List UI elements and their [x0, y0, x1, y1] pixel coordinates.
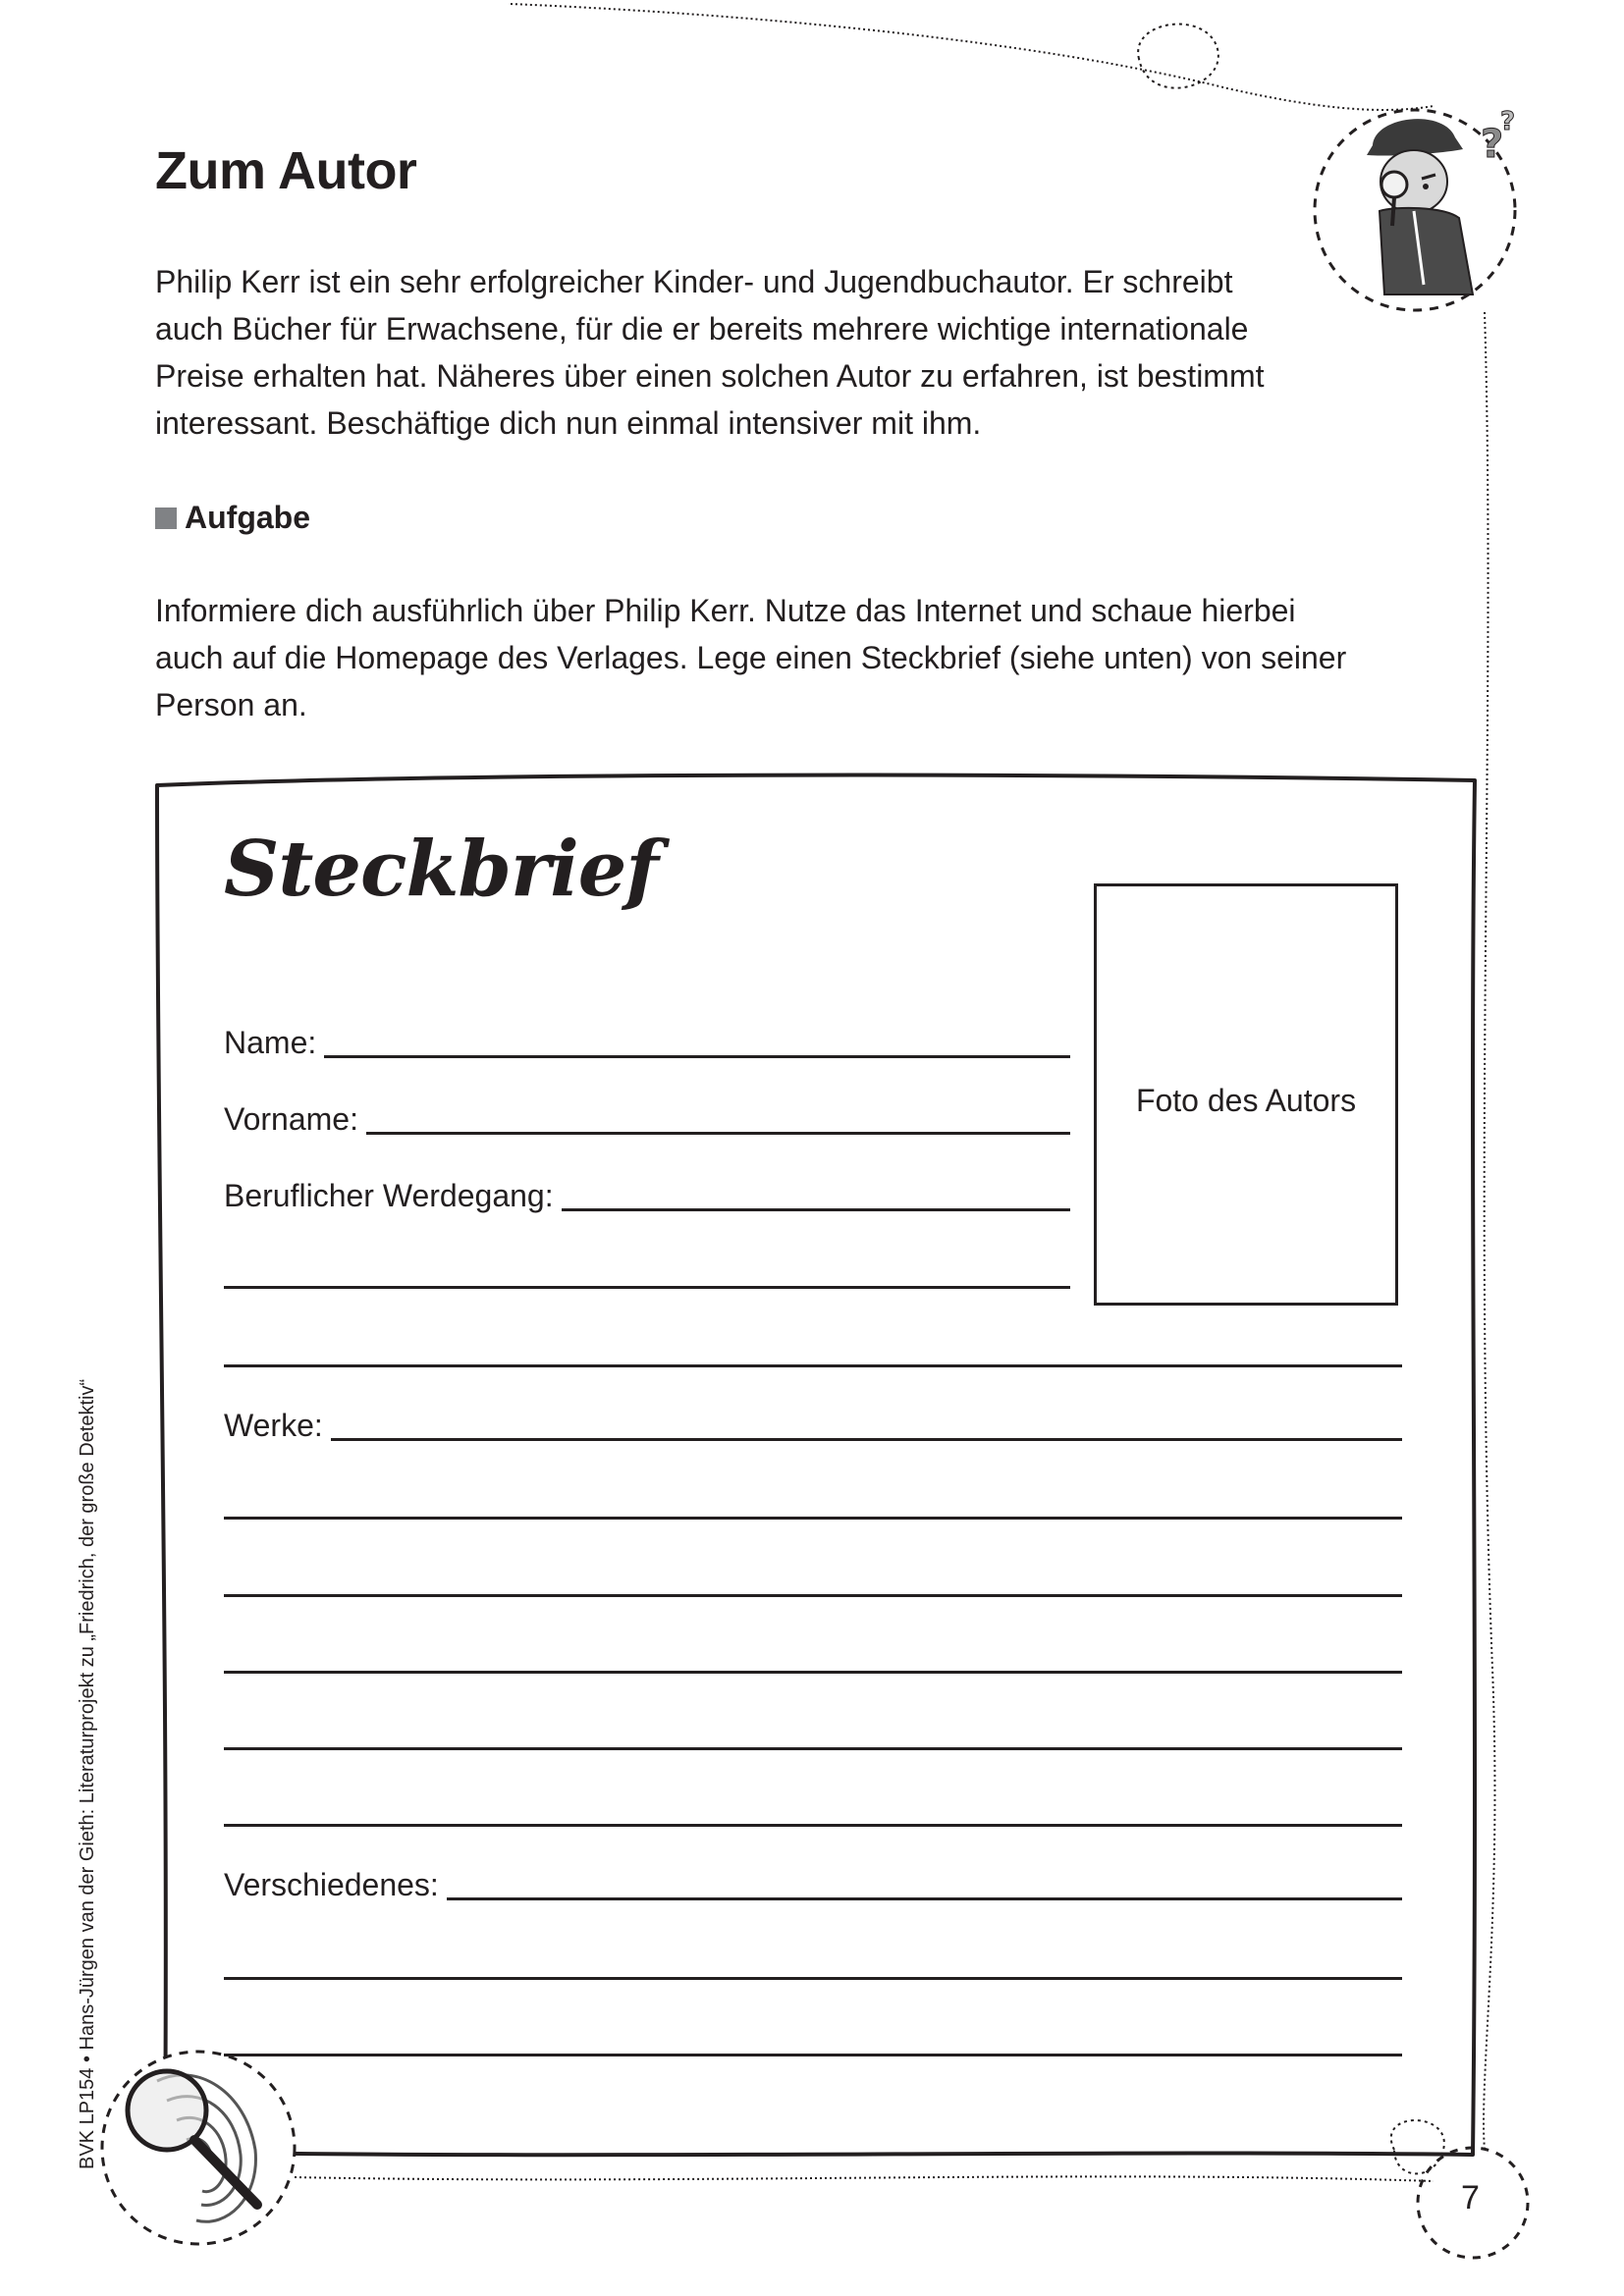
- vorname-field: [224, 1101, 1070, 1137]
- page-title: Zum Autor: [155, 141, 417, 200]
- verschiedenes-extra-line[interactable]: [224, 2054, 1402, 2056]
- verschiedenes-field: [224, 1867, 1402, 1902]
- werke-write-line[interactable]: [331, 1438, 1402, 1441]
- werdegang-extra-line[interactable]: [224, 1286, 1070, 1289]
- task-paragraph: [155, 587, 1432, 728]
- author-photo-box: [1094, 883, 1398, 1306]
- name-label: Name:: [224, 1025, 317, 1060]
- name-field: [224, 1025, 1070, 1060]
- werke-extra-line[interactable]: [224, 1747, 1402, 1750]
- werke-extra-line[interactable]: [224, 1517, 1402, 1520]
- werdegang-extra-line[interactable]: [224, 1364, 1402, 1367]
- bullet-square-icon: [155, 507, 177, 529]
- werke-field: [224, 1408, 1402, 1443]
- svg-text:?: ?: [1481, 122, 1504, 167]
- intro-line: interessant. Beschäftige dich nun einmal intensiver mit ihm.: [155, 405, 982, 441]
- werdegang-field: [224, 1178, 1070, 1213]
- werdegang-label: Beruflicher Werdegang:: [224, 1178, 554, 1213]
- task-heading: [155, 500, 310, 536]
- werdegang-write-line[interactable]: [562, 1208, 1070, 1211]
- vorname-label: Vorname:: [224, 1101, 358, 1137]
- vorname-write-line[interactable]: [366, 1132, 1070, 1135]
- steckbrief-title: Steckbrief: [224, 825, 658, 914]
- task-line: Person an.: [155, 687, 307, 722]
- werke-extra-line[interactable]: [224, 1671, 1402, 1674]
- intro-line: Philip Kerr ist ein sehr erfolgreicher Kinder- und Jugendbuchautor. Er schreibt: [155, 264, 1233, 299]
- photo-label: Foto des Autors: [1135, 1083, 1357, 1118]
- verschiedenes-extra-line[interactable]: [224, 1977, 1402, 1980]
- svg-text:?: ?: [1500, 107, 1516, 136]
- verschiedenes-label: Verschiedenes:: [224, 1867, 439, 1902]
- werke-extra-line[interactable]: [224, 1594, 1402, 1597]
- task-line: auch auf die Homepage des Verlages. Lege einen Steckbrief (siehe unten) von seiner: [155, 640, 1347, 675]
- intro-line: Preise erhalten hat. Näheres über einen solchen Autor zu erfahren, ist bestimmt: [155, 358, 1265, 394]
- task-heading-label: Aufgabe: [185, 500, 310, 535]
- intro-line: auch Bücher für Erwachsene, für die er bereits mehrere wichtige internationale: [155, 311, 1249, 347]
- task-line: Informiere dich ausführlich über Philip Kerr. Nutze das Internet und schaue hierbei: [155, 593, 1296, 628]
- fingerprint-magnifier-icon: [102, 2052, 295, 2244]
- werke-extra-line[interactable]: [224, 1824, 1402, 1827]
- verschiedenes-write-line[interactable]: [447, 1897, 1402, 1900]
- name-write-line[interactable]: [324, 1055, 1070, 1058]
- werke-label: Werke:: [224, 1408, 323, 1443]
- page-number: 7: [1461, 2179, 1480, 2216]
- side-citation: BVK LP154 • Hans-Jürgen van der Gieth: Literaturprojekt zu „Friedrich, der große Detektiv“: [77, 1378, 98, 2169]
- intro-paragraph: [155, 258, 1392, 447]
